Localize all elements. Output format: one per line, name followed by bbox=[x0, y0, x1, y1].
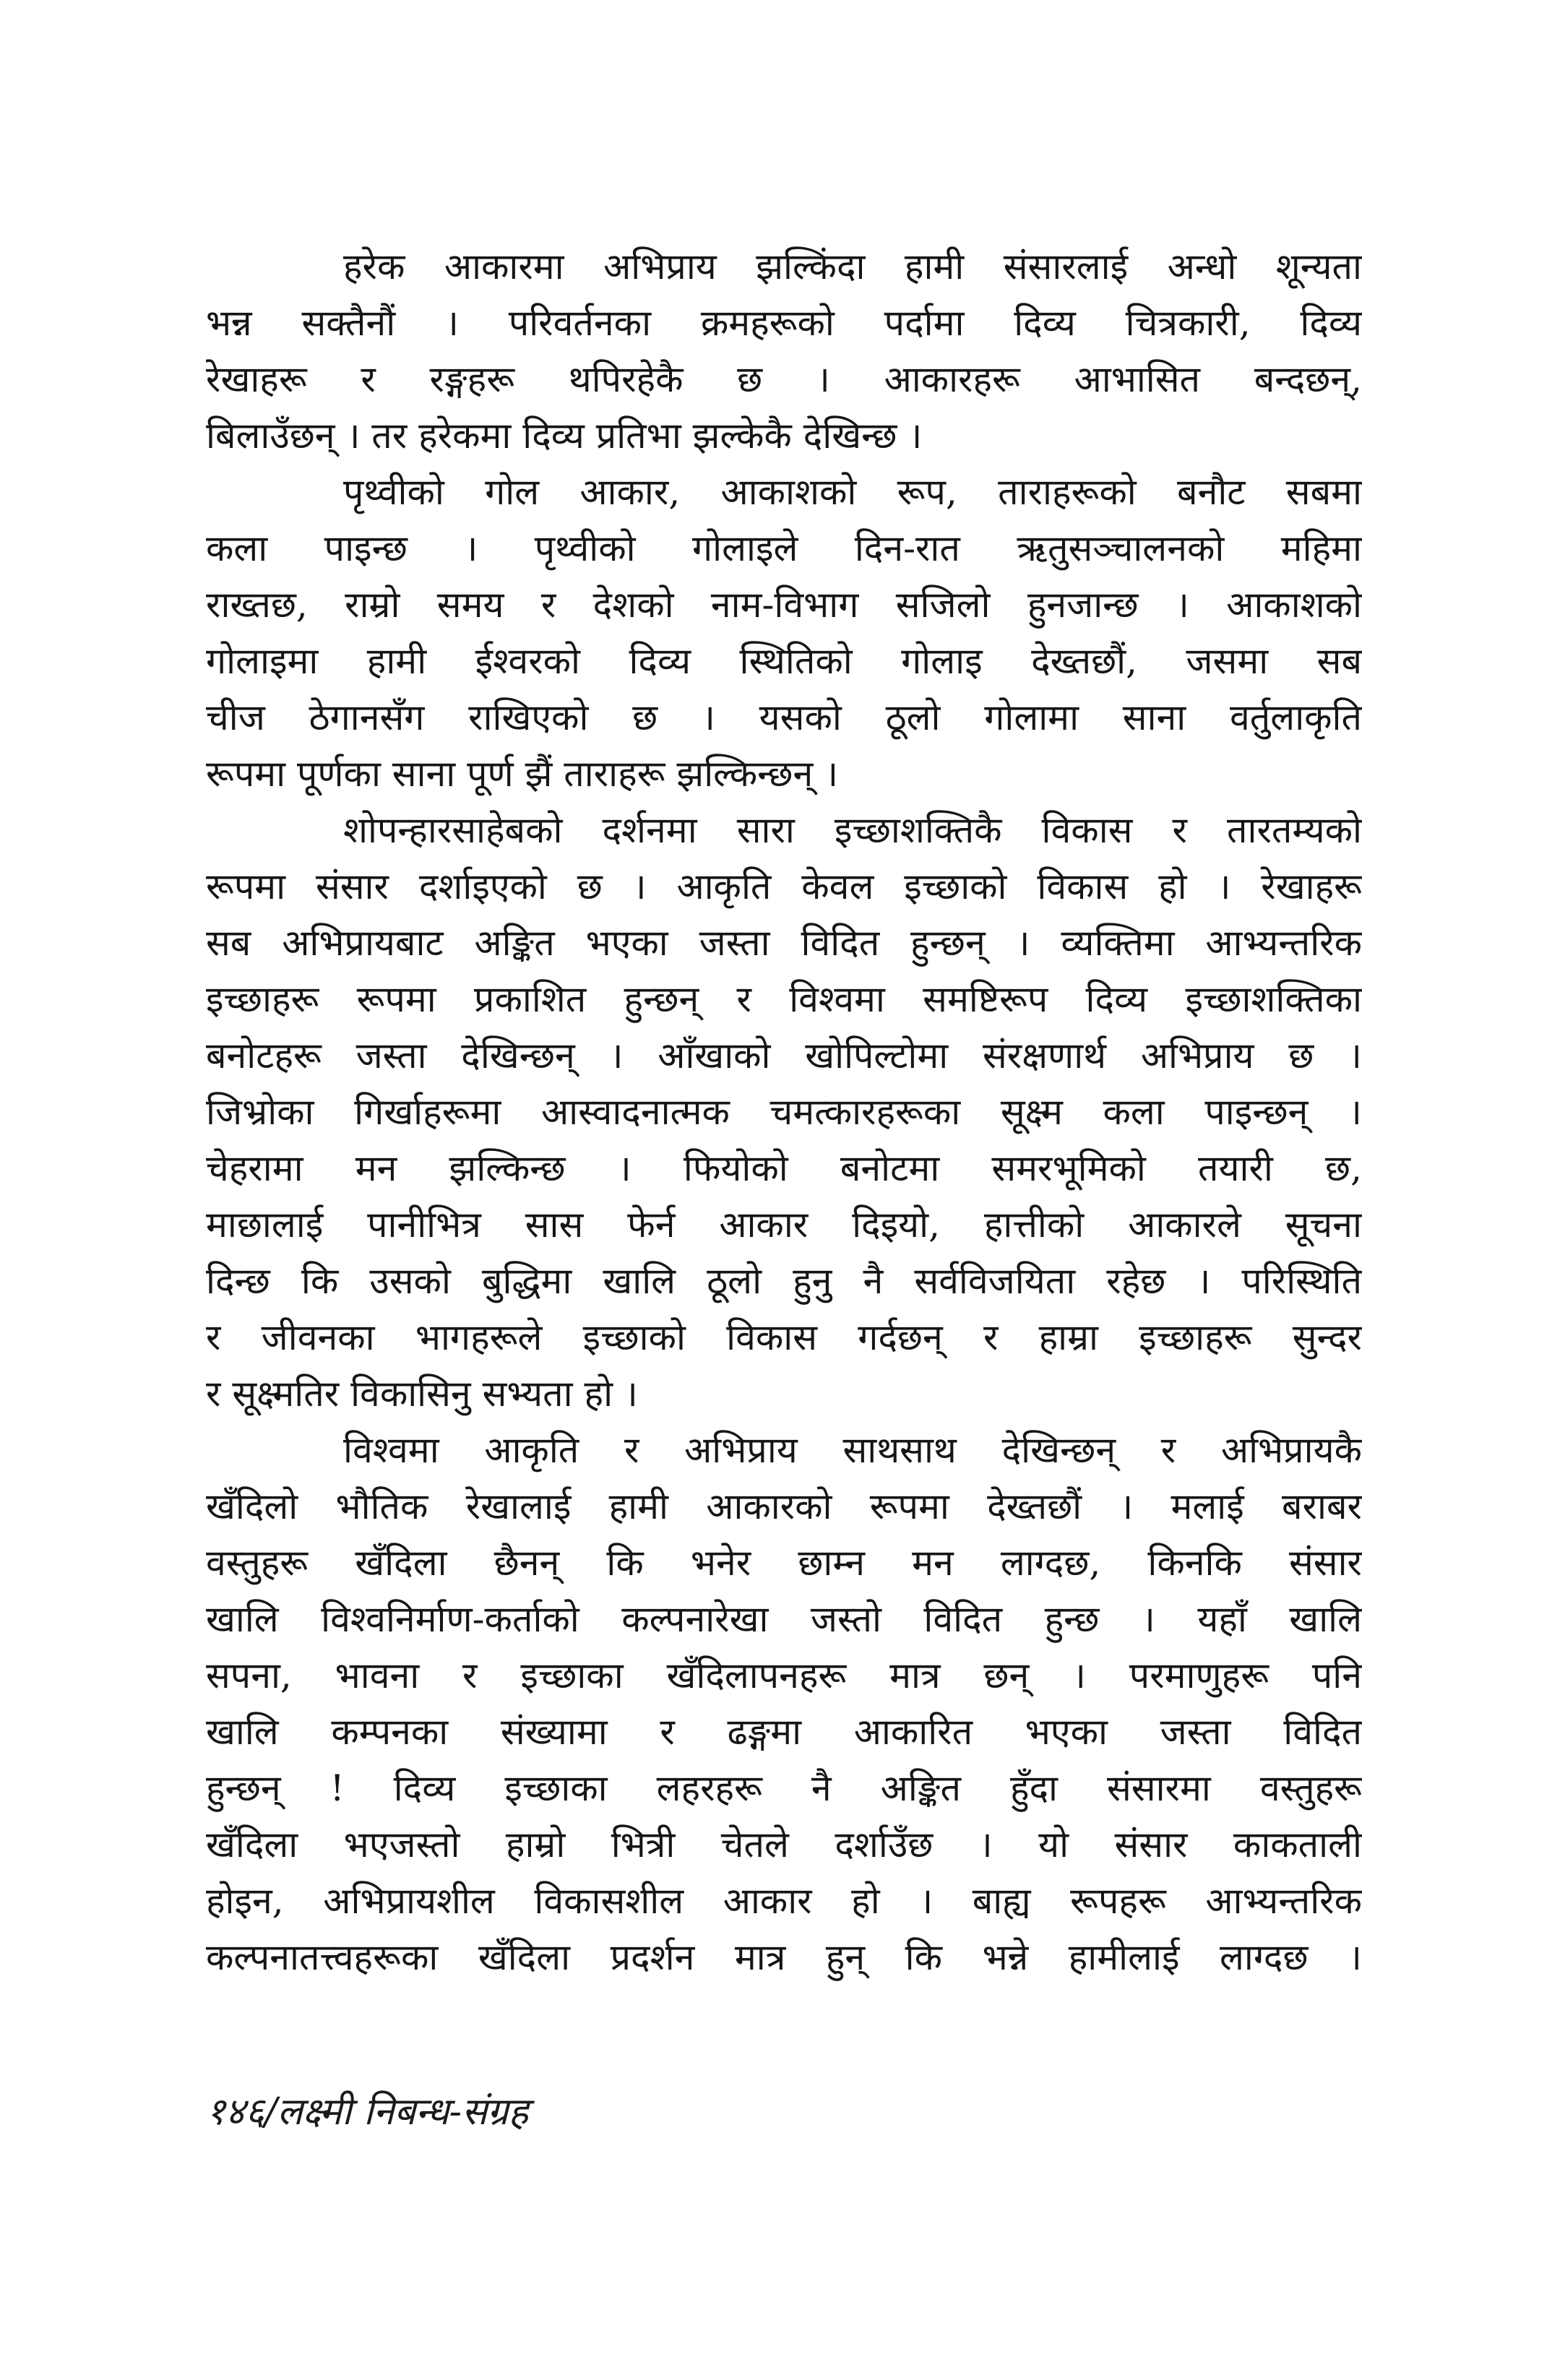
text-line: रेखाहरू र रङ्गहरू थपिरहेकै छ । आकारहरू आभासित बन्दछन्, bbox=[206, 358, 1362, 400]
text-line: खँदिलो भौतिक रेखालाई हामी आकारको रूपमा देख्तछौं । मलाई बराबर bbox=[206, 1486, 1362, 1527]
text-line: जिभ्रोका गिर्खाहरूमा आस्वादनात्मक चमत्कारहरूका सूक्ष्म कला पाइन्छन् । bbox=[206, 1091, 1362, 1133]
page-footer: १४६/लक्ष्मी निबन्ध-संग्रह bbox=[206, 2090, 529, 2134]
text-line: दिन्छ कि उसको बुद्धिमा खालि ठूलो हुनु नै सर्वविजयिता रहेछ । परिस्थिति bbox=[206, 1260, 1362, 1302]
text-line: बिलाउँछन् । तर हरेकमा दिव्य प्रतिभा झल्केकै देखिन्छ । bbox=[206, 415, 923, 457]
text-line: चेहरामा मन झल्किन्छ । फियोको बनोटमा समरभूमिको तयारी छ, bbox=[206, 1147, 1362, 1189]
text-line: खालि कम्पनका संख्यामा र ढङ्गमा आकारित भएका जस्ता विदित bbox=[206, 1711, 1362, 1753]
text-line: र सूक्ष्मतिर विकासिनु सभ्यता हो । bbox=[206, 1373, 638, 1415]
text-line: सब अभिप्रायबाट अङ्कित भएका जस्ता विदित हुन्छन् । व्यक्तिमा आभ्यन्तरिक bbox=[206, 922, 1362, 964]
text-line: गोलाइमा हामी ईश्वरको दिव्य स्थितिको गोलाइ देख्तछौं, जसमा सब bbox=[206, 640, 1362, 682]
text-line: होइन, अभिप्रायशील विकासशील आकार हो । बाह्य रूपहरू आभ्यन्तरिक bbox=[206, 1880, 1362, 1922]
text-line: हरेक आकारमा अभिप्राय झल्किंदा हामी संसारलाई अन्धो शून्यता bbox=[343, 246, 1362, 288]
text-line: खँदिला भएजस्तो हाम्रो भित्री चेतले दर्शाउँछ । यो संसार काकताली bbox=[206, 1824, 1362, 1866]
text-line: कल्पनातत्त्वहरूका खँदिला प्रदर्शन मात्र हुन् कि भन्ने हामीलाई लाग्दछ । bbox=[206, 1936, 1362, 1978]
text-line: चीज ठेगानसँग राखिएको छ । यसको ठूलो गोलामा साना वर्तुलाकृति bbox=[206, 697, 1362, 738]
text-line: कला पाइन्छ । पृथ्वीको गोलाइले दिन-रात ऋतुसञ्चालनको महिमा bbox=[206, 527, 1362, 569]
text-line: इच्छाहरू रूपमा प्रकाशित हुन्छन् र विश्वमा समष्टिरूप दिव्य इच्छाशक्तिका bbox=[206, 978, 1362, 1020]
text-line: हुन्छन् ! दिव्य इच्छाका लहरहरू नै अङ्कित हुँदा संसारमा वस्तुहरू bbox=[206, 1767, 1362, 1809]
text-line: र जीवनका भागहरूले इच्छाको विकास गर्दछन् र हाम्रा इच्छाहरू सुन्दर bbox=[206, 1316, 1362, 1358]
text-line: शोपन्हारसाहेबको दर्शनमा सारा इच्छाशक्तिकै विकास र तारतम्यको bbox=[343, 809, 1362, 851]
text-line: रूपमा पूर्णका साना पूर्ण झैं ताराहरू झल्किन्छन् । bbox=[206, 753, 839, 795]
text-line: बनोटहरू जस्ता देखिन्छन् । आँखाको खोपिल्टोमा संरक्षणार्थ अभिप्राय छ । bbox=[206, 1035, 1362, 1077]
text-line: वस्तुहरू खँदिला छैनन् कि भनेर छाम्न मन लाग्दछ, किनकि संसार bbox=[206, 1542, 1362, 1584]
text-line: खालि विश्वनिर्माण-कर्ताको कल्पनारेखा जस्तो विदित हुन्छ । यहाँ खालि bbox=[206, 1598, 1362, 1640]
text-line: रूपमा संसार दर्शाइएको छ । आकृति केवल इच्छाको विकास हो । रेखाहरू bbox=[206, 866, 1362, 907]
text-line: माछालाई पानीभित्र सास फेर्न आकार दिइयो, हात्तीको आकारले सूचना bbox=[206, 1204, 1362, 1246]
text-line: पृथ्वीको गोल आकार, आकाशको रूप, ताराहरूको बनौट सबमा bbox=[343, 471, 1362, 513]
body-text bbox=[206, 238, 1362, 1986]
text-line: भन्न सक्तैनौं । परिवर्तनका क्रमहरूको पर्दामा दिव्य चित्रकारी, दिव्य bbox=[206, 302, 1362, 344]
text-line: सपना, भावना र इच्छाका खँदिलापनहरू मात्र छन् । परमाणुहरू पनि bbox=[206, 1655, 1362, 1696]
text-line: विश्वमा आकृति र अभिप्राय साथसाथ देखिन्छन् र अभिप्रायकै bbox=[343, 1429, 1362, 1471]
text-line: राख्तछ, राम्रो समय र देशको नाम-विभाग सजिलो हुनजान्छ । आकाशको bbox=[206, 584, 1362, 626]
